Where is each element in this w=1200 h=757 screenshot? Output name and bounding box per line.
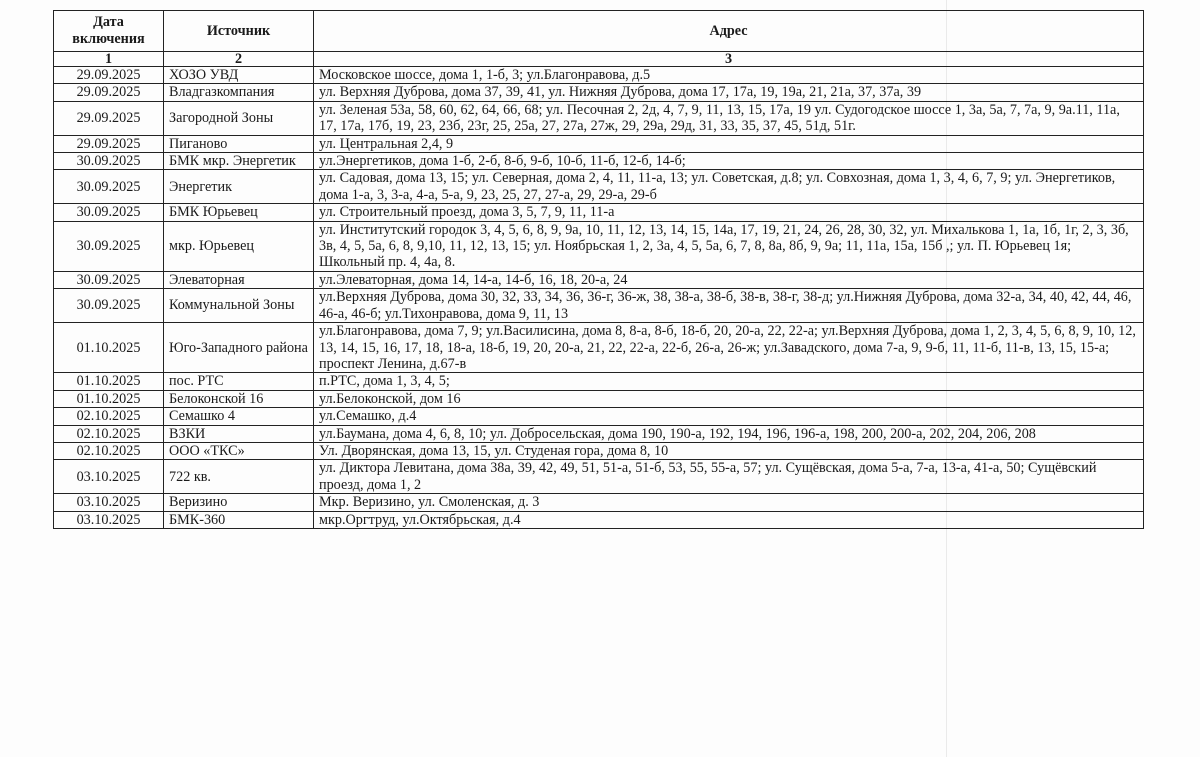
source-cell: Семашко 4 (164, 408, 314, 425)
address-cell: Мкр. Веризино, ул. Смоленская, д. 3 (314, 494, 1144, 511)
date-cell: 29.09.2025 (54, 67, 164, 84)
source-cell: Юго-Западного района (164, 323, 314, 373)
date-cell: 01.10.2025 (54, 390, 164, 407)
table-row (54, 204, 1144, 221)
source-cell: 722 кв. (164, 460, 314, 494)
source-cell: Загородной Зоны (164, 101, 314, 135)
table-row (54, 442, 1144, 459)
header-source: Источник (164, 11, 314, 52)
date-cell: 30.09.2025 (54, 289, 164, 323)
table-row (54, 390, 1144, 407)
table-row (54, 511, 1144, 528)
address-cell: мкр.Оргтруд, ул.Октябрьская, д.4 (314, 511, 1144, 528)
header-address: Адрес (314, 11, 1144, 52)
date-cell: 29.09.2025 (54, 135, 164, 152)
source-cell: ООО «ТКС» (164, 442, 314, 459)
address-cell: ул.Благонравова, дома 7, 9; ул.Василисина, дома 8, 8-а, 8-б, 18-б, 20, 20-а, 22, 22-а; ул.Верхняя Дуброва, дома 1, 2, 3, 4, 5, 6, 8, 9, 10, 12, 13, 14, 15, 16, 17, 18, 18-а, 18-б, 19, 20, 20-а, 21, 22, 22-а, 22-б, 26-а, 26-ж; ул.Завадского, дома 7-а, 9, 9-б, 11, 11-б, 11-в, 13, 15, 15-а; проспект Ленина, д.67-в (314, 323, 1144, 373)
column-number-row (54, 52, 1144, 67)
table-row (54, 101, 1144, 135)
address-cell: ул. Диктора Левитана, дома 38а, 39, 42, 49, 51, 51-а, 51-б, 53, 55, 55-а, 57; ул. Сущёвская, дома 5-а, 7-а, 13-а, 41-а, 50; Сущёвский проезд, дома 1, 2 (314, 460, 1144, 494)
source-cell: БМК-360 (164, 511, 314, 528)
source-cell: БМК Юрьевец (164, 204, 314, 221)
table-row (54, 135, 1144, 152)
date-cell: 02.10.2025 (54, 408, 164, 425)
date-cell: 03.10.2025 (54, 511, 164, 528)
date-cell: 02.10.2025 (54, 425, 164, 442)
table-row (54, 408, 1144, 425)
address-cell: ул. Садовая, дома 13, 15; ул. Северная, дома 2, 4, 11, 11-а, 13; ул. Советская, д.8; ул. Совхозная, дома 1, 3, 4, 6, 7, 9; ул. Энергетиков, дома 1-а, 3, 3-а, 4-а, 5-а, 9, 23, 25, 27, 27-а, 29, 29-а, 29-б (314, 170, 1144, 204)
table-header-row (54, 11, 1144, 52)
table-row (54, 323, 1144, 373)
address-cell: ул.Белоконской, дом 16 (314, 390, 1144, 407)
address-cell: ул. Верхняя Дуброва, дома 37, 39, 41, ул. Нижняя Дуброва, дома 17, 17а, 19, 19а, 21, 21а, 37, 37а, 39 (314, 84, 1144, 101)
address-cell: ул.Верхняя Дуброва, дома 30, 32, 33, 34, 36, 36-г, 36-ж, 38, 38-а, 38-б, 38-в, 38-г, 38-д; ул.Нижняя Дуброва, дома 32-а, 34, 40, 42, 44, 46, 46-а, 46-б; ул.Тихонравова, дома 9, 11, 13 (314, 289, 1144, 323)
source-cell: Веризино (164, 494, 314, 511)
date-cell: 03.10.2025 (54, 460, 164, 494)
table-body (54, 67, 1144, 529)
address-cell: ул. Строительный проезд, дома 3, 5, 7, 9, 11, 11-а (314, 204, 1144, 221)
source-cell: ХОЗО УВД (164, 67, 314, 84)
column-number-1: 1 (54, 52, 164, 67)
table-row (54, 170, 1144, 204)
address-cell: ул.Элеваторная, дома 14, 14-а, 14-б, 16, 18, 20-а, 24 (314, 271, 1144, 288)
table-row (54, 84, 1144, 101)
table-row (54, 460, 1144, 494)
address-cell: п.РТС, дома 1, 3, 4, 5; (314, 373, 1144, 390)
source-cell: БМК мкр. Энергетик (164, 153, 314, 170)
address-cell: ул. Институтский городок 3, 4, 5, 6, 8, 9, 9а, 10, 11, 12, 13, 14, 15, 14а, 17, 19, 21, 24, 26, 28, 30, 32, ул. Михалькова 1, 1а, 1б, 1г, 2, 3, 3б, 3в, 4, 5, 5а, 6, 8, 9,10, 11, 12, 13, 15; ул. Ноябрьская 1, 2, 3а, 4, 5, 5а, 6, 7, 8, 8а, 8б, 9, 9а; 11, 11а, 15а, 15б ,; ул. П. Юрьевец 1я; Школьный пр. 4, 4а, 8. (314, 221, 1144, 271)
date-cell: 01.10.2025 (54, 373, 164, 390)
table-row (54, 289, 1144, 323)
heating-schedule-table (53, 10, 1144, 529)
address-cell: ул.Баумана, дома 4, 6, 8, 10; ул. Добросельская, дома 190, 190-а, 192, 194, 196, 196-а, 198, 200, 200-а, 202, 204, 206, 208 (314, 425, 1144, 442)
source-cell: пос. РТС (164, 373, 314, 390)
date-cell: 29.09.2025 (54, 84, 164, 101)
table-row (54, 425, 1144, 442)
source-cell: ВЗКИ (164, 425, 314, 442)
date-cell: 30.09.2025 (54, 221, 164, 271)
date-cell: 30.09.2025 (54, 153, 164, 170)
source-cell: Пиганово (164, 135, 314, 152)
address-cell: ул. Зеленая 53а, 58, 60, 62, 64, 66, 68; ул. Песочная 2, 2д, 4, 7, 9, 11, 13, 15, 17а, 19 ул. Судогодское шоссе 1, 3а, 5а, 7, 7а, 9, 9а.11, 11а, 17, 17а, 17б, 19, 23, 23б, 23г, 25, 25а, 27, 27а, 27ж, 29, 29а, 29д, 31, 33, 35, 37, 45, 51д, 51г. (314, 101, 1144, 135)
source-cell: Элеваторная (164, 271, 314, 288)
table-row (54, 67, 1144, 84)
column-number-3: 3 (314, 52, 1144, 67)
source-cell: мкр. Юрьевец (164, 221, 314, 271)
column-number-2: 2 (164, 52, 314, 67)
table-row (54, 373, 1144, 390)
address-cell: ул. Центральная 2,4, 9 (314, 135, 1144, 152)
source-cell: Белоконской 16 (164, 390, 314, 407)
address-cell: Ул. Дворянская, дома 13, 15, ул. Студеная гора, дома 8, 10 (314, 442, 1144, 459)
date-cell: 03.10.2025 (54, 494, 164, 511)
date-cell: 01.10.2025 (54, 323, 164, 373)
address-cell: ул.Энергетиков, дома 1-б, 2-б, 8-б, 9-б, 10-б, 11-б, 12-б, 14-б; (314, 153, 1144, 170)
date-cell: 29.09.2025 (54, 101, 164, 135)
table-row (54, 153, 1144, 170)
table-row (54, 494, 1144, 511)
source-cell: Коммунальной Зоны (164, 289, 314, 323)
date-cell: 30.09.2025 (54, 271, 164, 288)
date-cell: 02.10.2025 (54, 442, 164, 459)
date-cell: 30.09.2025 (54, 204, 164, 221)
source-cell: Энергетик (164, 170, 314, 204)
address-cell: Московское шоссе, дома 1, 1-б, 3; ул.Благонравова, д.5 (314, 67, 1144, 84)
table-row (54, 221, 1144, 271)
date-cell: 30.09.2025 (54, 170, 164, 204)
address-cell: ул.Семашко, д.4 (314, 408, 1144, 425)
source-cell: Владгазкомпания (164, 84, 314, 101)
table-row (54, 271, 1144, 288)
header-date: Дата включения (54, 11, 164, 52)
